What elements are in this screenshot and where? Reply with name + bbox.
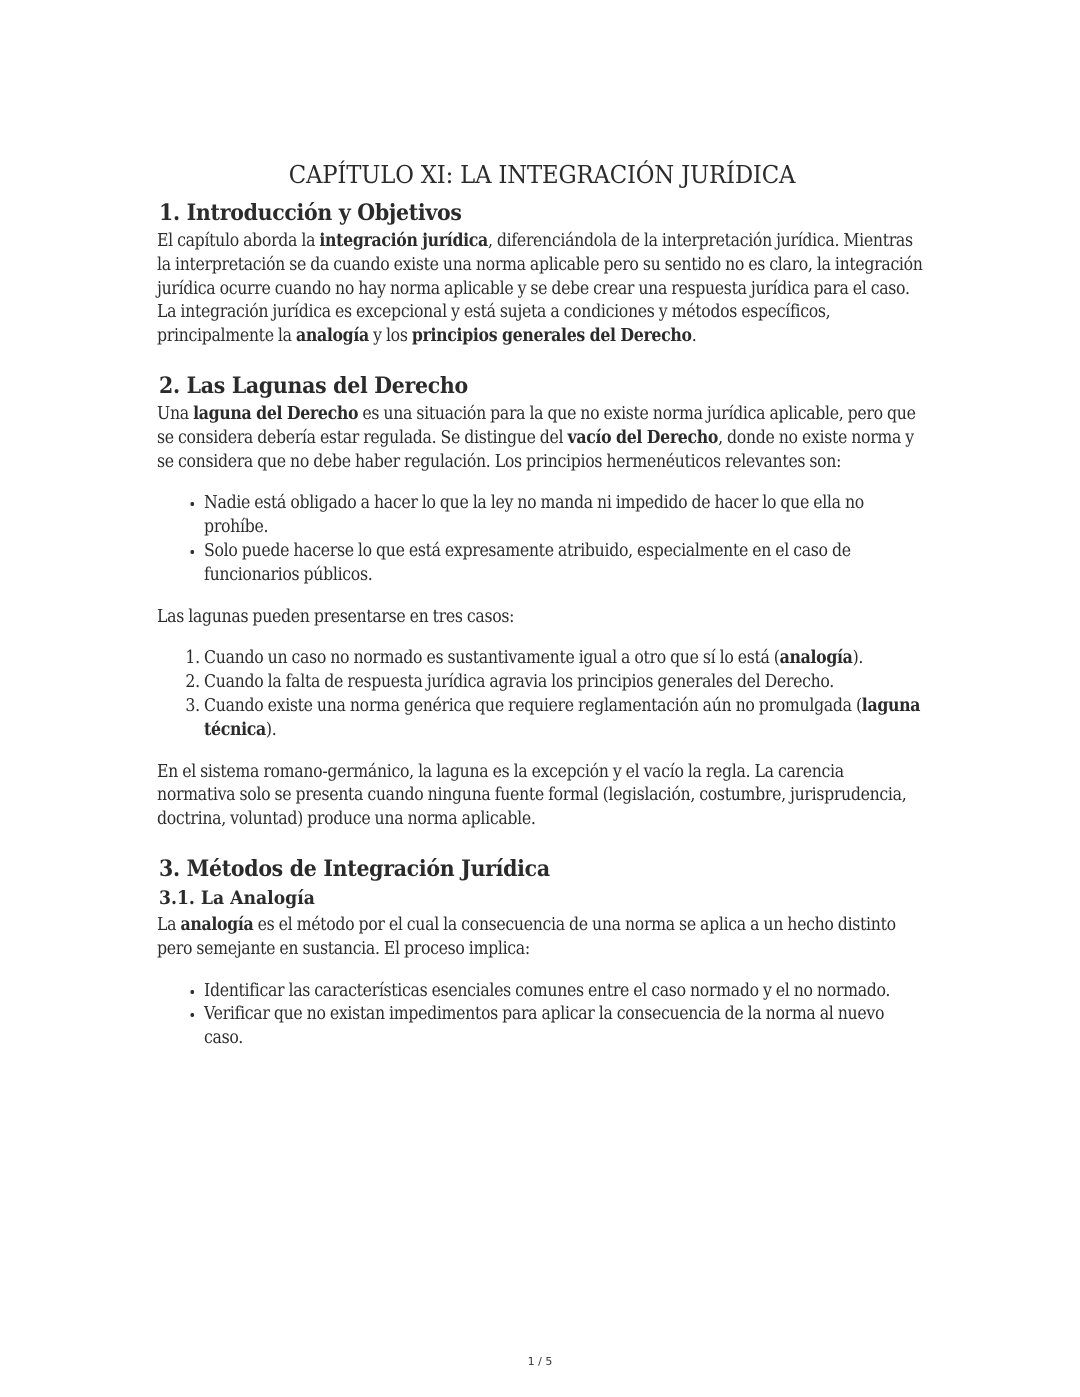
bold-term: analogía [295,326,369,347]
romano-germanic-paragraph: En el sistema romano-germánico, la laguna es la excepción y el vacío la regla. La carencia normativa solo se presenta cuando ninguna fuente formal (legislación, costumbre, jurisprudencia, doctrina, voluntad) produce una norma aplicable. [157,761,907,830]
analogia-steps-list [157,980,926,1051]
text-run: Cuando la falta de respuesta jurídica agravia los principios generales del Derecho. [204,672,834,693]
text-run: Cuando existe una norma genérica que requiere reglamentación aún no promulgada ( [204,695,862,716]
cases-list [157,647,926,742]
bold-term: laguna técnica [204,695,921,740]
chapter-title: CAPÍTULO XI: LA INTEGRACIÓN JURÍDICA [288,160,796,189]
subsection-heading-analogia: 3.1. La Analogía [159,887,315,909]
analogia-paragraph [157,914,926,962]
section-introduction [157,198,927,349]
bold-term: principios generales del Derecho [411,326,692,347]
list-item: • Identificar las características esenciales comunes entre el caso normado y el no normado. [204,980,926,1004]
text-run: es el método por el cual la consecuencia de una norma se aplica a un hecho distinto pero semejante en sustancia. El proceso implica: [157,914,896,959]
section-lagunas [157,371,927,832]
text-run: es una situación para la que no existe norma jurídica aplicable, pero que se considera debería estar regulada. Se distingue del [157,403,916,448]
cases-intro: Las lagunas pueden presentarse en tres casos: [157,606,515,627]
text-run: , diferenciándola de la interpretación jurídica. Mientras la interpretación se da cuando existe una norma aplicable pero su sentido no es claro, la integración jurídica ocurre cuando no hay norma aplicable y se debe crear una respuesta jurídica para el caso. La integración jurídica es excepcional y está sujeta a condiciones y métodos específicos, principalmente la [157,231,923,347]
section-metodos [157,854,927,1051]
bold-term: laguna del Derecho [193,403,359,424]
list-item: • Solo puede hacerse lo que está expresamente atribuido, especialmente en el caso de funcionarios públicos. [204,540,926,588]
text-run: Una [157,403,194,424]
text-run: ). [265,719,277,740]
text-run: ). [852,648,864,669]
text-run: , donde no existe norma y se considera que no debe haber regulación. Los principios hermenéuticos relevantes son: [157,427,914,472]
page-number: 1 / 5 [527,1355,553,1368]
principles-list [157,492,926,587]
bold-term: integración jurídica [319,231,488,251]
document-page [157,158,927,1069]
section-heading-lagunas: 2. Las Lagunas del Derecho [159,372,468,399]
bold-term: vacío del Derecho [567,427,719,448]
text-run: El capítulo aborda la [157,231,320,251]
list-item: • Nadie está obligado a hacer lo que la ley no manda ni impedido de hacer lo que ella no prohíbe. [204,492,926,540]
section-heading-metodos: 3. Métodos de Integración Jurídica [159,855,550,882]
bold-term: analogía [779,648,853,669]
text-run: y los [368,326,412,347]
text-run: . [691,326,697,347]
intro-paragraph [157,230,926,349]
lagunas-paragraph [157,403,926,474]
text-run: Cuando un caso no normado es sustantivamente igual a otro que sí lo está ( [204,648,780,669]
list-item [204,647,926,671]
list-item [204,695,926,743]
text-run: La [157,914,181,935]
section-heading-introduction: 1. Introducción y Objetivos [159,200,462,226]
list-item: • Verificar que no existan impedimentos para aplicar la consecuencia de la norma al nuevo caso. [204,1003,926,1051]
list-item [204,671,926,695]
bold-term: analogía [180,914,254,935]
